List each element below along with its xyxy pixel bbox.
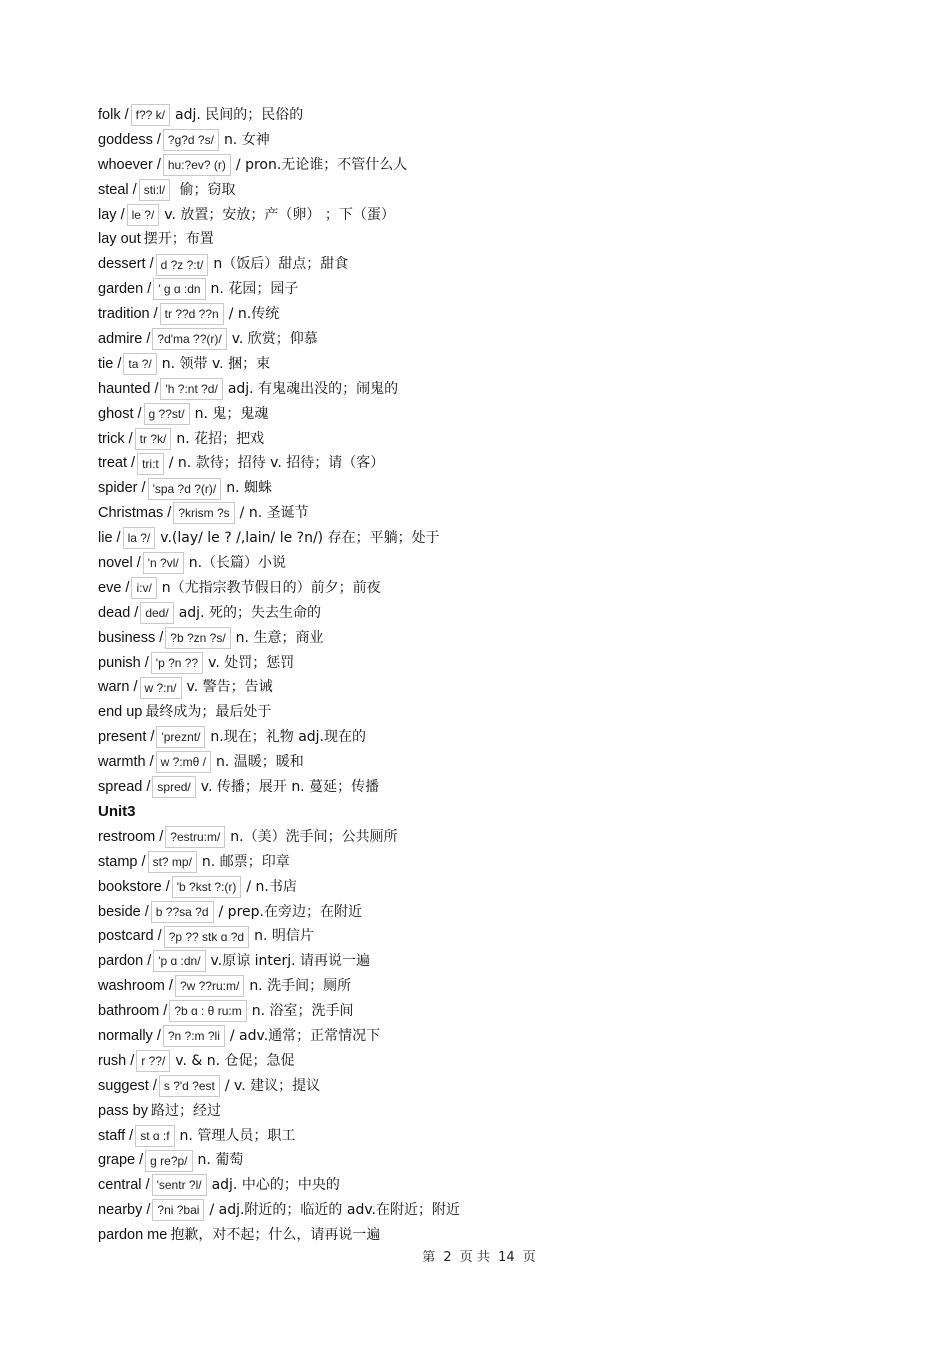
- entry-word: grape: [98, 1152, 136, 1169]
- entry-word: end up: [98, 704, 143, 721]
- vocab-entry: [98, 103, 898, 128]
- vocab-entry: [98, 377, 898, 402]
- vocab-entry: [98, 402, 898, 427]
- entry-separator: /: [146, 779, 151, 796]
- entry-separator: /: [157, 928, 162, 945]
- entry-definition: n. 女神: [223, 131, 270, 148]
- entry-definition: v. 放置；安放；产（卵） ；下（蛋）: [164, 206, 395, 223]
- entry-definition: n. 明信片: [254, 928, 314, 945]
- entry-word: spread: [98, 779, 143, 796]
- entry-phonetic: r ??/: [136, 1050, 170, 1072]
- entry-phonetic: i:v/: [131, 577, 156, 599]
- entry-phonetic: tri:t: [137, 453, 164, 475]
- entry-separator: /: [125, 579, 130, 596]
- entry-definition: n. 生意；商业: [235, 629, 324, 646]
- entry-separator: /: [141, 480, 146, 497]
- entry-definition: n. 管理人员；职工: [179, 1127, 296, 1144]
- entry-definition: n. 花招；把戏: [176, 430, 265, 447]
- entry-separator: /: [156, 131, 161, 148]
- vocab-entry: [98, 252, 898, 277]
- entry-phonetic: ?b ?zn ?s/: [165, 627, 230, 649]
- entry-word: washroom: [98, 978, 165, 995]
- entry-word: trick: [98, 430, 125, 447]
- entry-separator: /: [167, 505, 172, 522]
- entry-phonetic: la ?/: [123, 527, 156, 549]
- vocabulary-list: [98, 103, 898, 1248]
- entry-word: admire: [98, 331, 143, 348]
- entry-phonetic: g re?p/: [145, 1150, 192, 1172]
- entry-phonetic: ?p ?? stk ɑ ?d: [164, 926, 249, 948]
- entry-separator: /: [159, 629, 164, 646]
- entry-word: ghost: [98, 405, 134, 422]
- entry-separator: /: [120, 206, 125, 223]
- entry-phonetic: 'n ?vl/: [143, 552, 184, 574]
- entry-separator: /: [165, 878, 170, 895]
- entry-word: warmth: [98, 754, 146, 771]
- entry-definition: n. 浴室；洗手间: [251, 1003, 354, 1020]
- entry-definition: n（尤指宗教节假日的）前夕；前夜: [161, 579, 381, 596]
- entry-separator: /: [152, 1077, 157, 1094]
- footer-suffix: 页: [522, 1250, 536, 1265]
- vocab-entry: [98, 526, 898, 551]
- footer-page-number: 2: [443, 1250, 452, 1265]
- entry-word: pardon: [98, 953, 144, 970]
- entry-definition: / n. 圣诞节: [239, 505, 309, 522]
- entry-phonetic: ?ni ?bai: [152, 1199, 204, 1221]
- entry-separator: /: [124, 107, 129, 123]
- entry-separator: /: [168, 978, 173, 995]
- entry-definition: 路过；经过: [150, 1102, 221, 1119]
- vocab-entry: [98, 700, 898, 725]
- entry-separator: /: [147, 953, 152, 970]
- entry-definition: / pron.无论谁；不管什么人: [235, 156, 408, 173]
- entry-definition: v. 欣赏；仰慕: [231, 331, 318, 348]
- entry-definition: n. 葡萄: [197, 1152, 244, 1169]
- vocab-entry: [98, 1124, 898, 1149]
- entry-separator: /: [134, 604, 139, 621]
- page-footer: [0, 1246, 950, 1265]
- vocab-entry: [98, 1148, 898, 1173]
- vocab-entry: [98, 974, 898, 999]
- entry-definition: n. 邮票；印章: [201, 853, 290, 870]
- vocab-entry: [98, 1198, 898, 1223]
- vocab-entry: [98, 900, 898, 925]
- vocab-entry: [98, 352, 898, 377]
- entry-separator: /: [137, 405, 142, 422]
- entry-word: garden: [98, 281, 144, 298]
- vocab-entry: [98, 576, 898, 601]
- entry-separator: /: [116, 530, 121, 547]
- vocab-entry: [98, 999, 898, 1024]
- vocab-entry: [98, 725, 898, 750]
- entry-word: folk: [98, 107, 121, 123]
- entry-word: postcard: [98, 928, 154, 945]
- entry-word: staff: [98, 1127, 126, 1144]
- entry-separator: /: [139, 1152, 144, 1169]
- vocab-entry: [98, 651, 898, 676]
- entry-separator: /: [147, 281, 152, 298]
- entry-separator: /: [144, 903, 149, 920]
- entry-definition: v. 处罚；惩罚: [208, 654, 295, 671]
- vocab-entry: [98, 1049, 898, 1074]
- vocab-entry: [98, 675, 898, 700]
- vocab-entry: [98, 128, 898, 153]
- vocab-entry: [98, 427, 898, 452]
- entry-word: pardon me: [98, 1227, 168, 1244]
- entry-phonetic: st ɑ :f: [135, 1125, 174, 1147]
- vocab-entry: [98, 1024, 898, 1049]
- entry-word: bookstore: [98, 878, 162, 895]
- entry-phonetic: sti:l/: [139, 179, 170, 201]
- entry-definition: / adv.通常；正常情况下: [229, 1027, 381, 1044]
- entry-word: suggest: [98, 1077, 149, 1094]
- entry-word: Unit3: [98, 802, 136, 820]
- entry-word: novel: [98, 555, 133, 572]
- entry-word: tradition: [98, 306, 150, 323]
- entry-word: lay out: [98, 231, 141, 248]
- vocab-entry: [98, 875, 898, 900]
- entry-word: bathroom: [98, 1003, 160, 1020]
- vocab-entry: [98, 1173, 898, 1198]
- vocab-entry: [98, 1074, 898, 1099]
- vocab-entry: [98, 178, 898, 203]
- entry-definition: n. 领带 v. 捆；束: [161, 355, 271, 372]
- entry-phonetic: f?? k/: [131, 104, 170, 126]
- vocab-entry: [98, 924, 898, 949]
- vocab-entry: [98, 1099, 898, 1124]
- entry-definition: v.(lay/ le ? /,lain/ le ?n/) 存在；平躺；处于: [160, 530, 440, 547]
- entry-separator: /: [144, 654, 149, 671]
- vocab-entry: [98, 476, 898, 501]
- entry-definition: n.现在；礼物 adj.现在的: [210, 729, 367, 746]
- entry-phonetic: w ?:mθ /: [156, 751, 211, 773]
- entry-definition: n（饭后）甜点；甜食: [213, 256, 349, 273]
- entry-definition: v. 传播；展开 n. 蔓延；传播: [200, 779, 380, 796]
- entry-phonetic: st? mp/: [148, 851, 197, 873]
- entry-word: lie: [98, 530, 113, 547]
- entry-definition: n. 温暖；暖和: [215, 754, 304, 771]
- entry-definition: 偷；窃取: [175, 181, 236, 198]
- vocab-entry: [98, 750, 898, 775]
- entry-phonetic: 'sentr ?l/: [152, 1174, 207, 1196]
- entry-definition: n.（美）洗手间；公共厕所: [230, 828, 398, 845]
- entry-definition: v. 警告；告诫: [186, 679, 273, 696]
- vocab-entry: [98, 850, 898, 875]
- vocab-entry: [98, 775, 898, 800]
- entry-separator: /: [149, 754, 154, 771]
- entry-separator: /: [153, 306, 158, 323]
- entry-definition: n. 鬼；鬼魂: [194, 405, 269, 422]
- entry-word: business: [98, 629, 156, 646]
- entry-phonetic: spred/: [152, 776, 195, 798]
- entry-definition: adj. 中心的；中央的: [211, 1177, 340, 1194]
- entry-word: warn: [98, 679, 130, 696]
- entry-definition: v. & n. 仓促；急促: [175, 1052, 295, 1069]
- entry-definition: / v. 建议；提议: [224, 1077, 321, 1094]
- entry-separator: /: [159, 828, 164, 845]
- footer-total-pages: 14: [498, 1250, 515, 1265]
- entry-separator: /: [141, 853, 146, 870]
- entry-definition: 摆开；布置: [143, 231, 214, 248]
- entry-word: Christmas: [98, 505, 164, 522]
- entry-phonetic: ded/: [140, 602, 173, 624]
- entry-definition: n. 花园；园子: [210, 281, 299, 298]
- entry-definition: adj. 死的；失去生命的: [178, 604, 321, 621]
- vocab-entry: [98, 1223, 898, 1248]
- entry-separator: /: [129, 1127, 134, 1144]
- entry-definition: v.原谅 interj. 请再说一遍: [210, 953, 371, 970]
- entry-definition: adj. 有鬼魂出没的；闹鬼的: [227, 380, 399, 397]
- entry-word: spider: [98, 480, 138, 497]
- entry-word: eve: [98, 579, 122, 596]
- entry-word: goddess: [98, 131, 153, 148]
- vocab-entry: [98, 451, 898, 476]
- entry-definition: / n.传统: [228, 306, 280, 323]
- entry-phonetic: 'b ?kst ?:(r): [172, 876, 242, 898]
- entry-word: beside: [98, 903, 141, 920]
- entry-word: whoever: [98, 156, 153, 173]
- entry-definition: 最终成为；最后处于: [145, 704, 272, 721]
- entry-separator: /: [117, 355, 122, 372]
- entry-separator: /: [146, 1202, 151, 1219]
- entry-word: rush: [98, 1052, 127, 1069]
- entry-separator: /: [156, 1027, 161, 1044]
- entry-definition: / adj.附近的；临近的 adv.在附近；附近: [209, 1202, 460, 1219]
- entry-separator: /: [154, 380, 159, 397]
- entry-separator: /: [163, 1003, 168, 1020]
- entry-phonetic: tr ??d ??n: [160, 303, 224, 325]
- vocab-entry: [98, 551, 898, 576]
- entry-separator: /: [136, 555, 141, 572]
- vocab-entry: [98, 153, 898, 178]
- entry-phonetic: le ?/: [127, 204, 160, 226]
- entry-separator: /: [131, 455, 136, 472]
- entry-separator: /: [146, 331, 151, 348]
- entry-phonetic: ?n ?:m ?li: [163, 1025, 225, 1047]
- entry-word: dead: [98, 604, 131, 621]
- entry-phonetic: s ?'d ?est: [159, 1075, 220, 1097]
- entry-definition: adj. 民间的；民俗的: [175, 107, 304, 123]
- entry-definition: / prep.在旁边；在附近: [218, 903, 362, 920]
- entry-word: restroom: [98, 828, 156, 845]
- vocab-entry: [98, 302, 898, 327]
- entry-separator: /: [156, 156, 161, 173]
- entry-word: punish: [98, 654, 141, 671]
- entry-word: treat: [98, 455, 128, 472]
- entry-phonetic: ?w ??ru:m/: [175, 975, 244, 997]
- entry-word: stamp: [98, 853, 138, 870]
- entry-phonetic: ?g?d ?s/: [163, 129, 219, 151]
- vocab-entry: [98, 203, 898, 228]
- entry-separator: /: [149, 256, 154, 273]
- entry-word: haunted: [98, 380, 151, 397]
- entry-word: present: [98, 729, 147, 746]
- entry-definition: / n.书店: [246, 878, 297, 895]
- vocab-entry: [98, 501, 898, 526]
- vocab-entry: [98, 227, 898, 252]
- entry-definition: n.（长篇）小说: [188, 555, 287, 572]
- section-heading: [98, 800, 898, 825]
- entry-definition: n. 洗手间；厕所: [249, 978, 352, 995]
- entry-phonetic: g ??st/: [144, 403, 190, 425]
- entry-phonetic: 'spa ?d ?(r)/: [148, 478, 222, 500]
- entry-phonetic: ta ?/: [123, 353, 156, 375]
- entry-phonetic: ?krism ?s: [173, 502, 234, 524]
- entry-definition: 抱歉，对不起；什么，请再说一遍: [170, 1227, 381, 1244]
- entry-word: nearby: [98, 1202, 143, 1219]
- vocab-entry: [98, 825, 898, 850]
- entry-phonetic: ?d'ma ??(r)/: [152, 328, 226, 350]
- entry-definition: n. 蜘蛛: [226, 480, 272, 497]
- vocab-entry: [98, 949, 898, 974]
- entry-phonetic: d ?z ?:t/: [156, 254, 209, 276]
- entry-phonetic: tr ?k/: [135, 428, 172, 450]
- entry-phonetic: ' g ɑ :dn: [153, 278, 205, 300]
- entry-phonetic: ?b ɑ : θ ru:m: [169, 1000, 246, 1022]
- vocab-entry: [98, 327, 898, 352]
- entry-word: dessert: [98, 256, 146, 273]
- vocab-entry: [98, 601, 898, 626]
- entry-separator: /: [145, 1177, 150, 1194]
- entry-phonetic: 'p ɑ :dn/: [153, 950, 205, 972]
- entry-word: steal: [98, 181, 129, 198]
- entry-word: central: [98, 1177, 142, 1194]
- entry-word: lay: [98, 206, 117, 223]
- footer-middle: 页 共: [459, 1250, 490, 1265]
- entry-phonetic: ?estru:m/: [165, 826, 225, 848]
- entry-phonetic: b ??sa ?d: [151, 901, 214, 923]
- entry-separator: /: [128, 430, 133, 447]
- entry-word: tie: [98, 355, 114, 372]
- entry-separator: /: [150, 729, 155, 746]
- entry-separator: /: [130, 1052, 135, 1069]
- entry-phonetic: w ?:n/: [140, 677, 182, 699]
- vocab-entry: [98, 277, 898, 302]
- vocab-entry: [98, 626, 898, 651]
- entry-definition: / n. 款待；招待 v. 招待；请（客）: [168, 455, 385, 472]
- entry-separator: /: [132, 181, 137, 198]
- entry-separator: /: [133, 679, 138, 696]
- entry-phonetic: 'h ?:nt ?d/: [160, 378, 222, 400]
- entry-phonetic: 'p ?n ??: [151, 652, 203, 674]
- entry-word: normally: [98, 1027, 153, 1044]
- entry-word: pass by: [98, 1102, 148, 1119]
- entry-phonetic: hu:?ev? (r): [163, 154, 231, 176]
- entry-phonetic: 'preznt/: [156, 726, 205, 748]
- footer-prefix: 第: [422, 1250, 436, 1265]
